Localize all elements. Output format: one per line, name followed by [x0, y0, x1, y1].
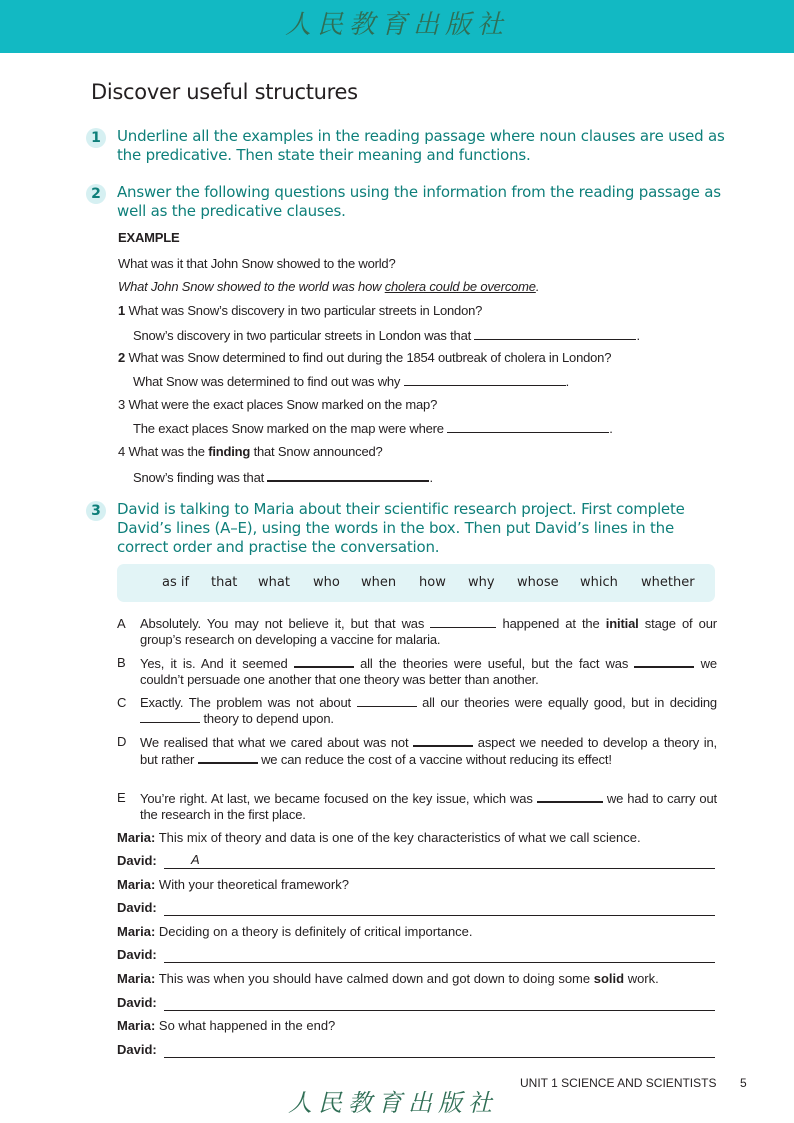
speaker-maria: Maria:	[117, 971, 156, 986]
publisher-logo: 人民教育出版社	[284, 10, 509, 40]
question-text-post: that Snow announced?	[250, 444, 383, 459]
answer-stem-4	[133, 469, 433, 485]
word-option: that	[211, 575, 238, 590]
david-answer-line[interactable]	[164, 852, 715, 869]
stem-end: .	[565, 374, 570, 389]
question-number: 4	[118, 444, 126, 459]
stem-end: .	[429, 470, 433, 485]
maria-text: With your theoretical framework?	[158, 877, 349, 892]
word-option: whose	[517, 575, 559, 590]
speaker-maria: Maria:	[117, 1018, 156, 1033]
david-answer-line[interactable]	[164, 946, 715, 963]
example-answer	[118, 279, 539, 294]
speaker-david: David:	[117, 995, 157, 1010]
task-instruction: David is talking to Maria about their scientific research project. First complete David’s lines (A–E), using the words in the box. Then put David’s lines in the correct order and practise the conversation.	[117, 500, 685, 556]
maria-bold-word: solid	[593, 971, 625, 986]
line-text: We realised that what we cared about was not	[140, 735, 414, 750]
answer-blank[interactable]	[267, 469, 429, 482]
line-text: we had to carry out the research in the first place.	[140, 791, 718, 822]
maria-text: work.	[624, 971, 659, 986]
speaker-david: David:	[117, 947, 157, 962]
line-bold-word: initial	[605, 616, 639, 631]
answer-blank[interactable]	[634, 655, 694, 668]
task-instruction: Underline all the examples in the reading passage where noun clauses are used as the predicative. Then state their meaning and functions.	[117, 127, 725, 164]
unit-title: UNIT 1 SCIENCE AND SCIENTISTS	[520, 1076, 717, 1090]
speaker-maria: Maria:	[117, 830, 156, 845]
david-line-e	[117, 790, 717, 822]
line-letter: D	[117, 734, 127, 749]
question-text-pre: What was the	[128, 444, 209, 459]
word-box	[117, 564, 715, 602]
example-label: EXAMPLE	[118, 230, 180, 245]
david-answer-value: A	[191, 852, 200, 867]
question-number: 1	[118, 303, 126, 318]
maria-text: This mix of theory and data is one of the key characteristics of what we call science.	[158, 830, 641, 845]
david-answer-line[interactable]	[164, 1041, 715, 1058]
speaker-david: David:	[117, 900, 157, 915]
line-text: happened at the	[496, 616, 606, 631]
line-text: theory to depend upon.	[200, 710, 334, 726]
stem-end: .	[636, 328, 640, 343]
word-option: how	[419, 575, 446, 590]
question-2	[118, 350, 611, 365]
answer-blank[interactable]	[413, 734, 473, 747]
speaker-maria: Maria:	[117, 877, 156, 892]
word-option: when	[361, 575, 397, 590]
word-option: who	[313, 575, 340, 590]
question-4	[118, 444, 383, 459]
maria-line-3	[117, 924, 715, 939]
maria-text: So what happened in the end?	[158, 1018, 336, 1033]
example-answer-suffix: .	[535, 279, 540, 294]
line-letter: A	[117, 616, 126, 631]
question-3	[118, 397, 437, 412]
maria-line-5	[117, 1018, 715, 1033]
line-text: all the theories were useful, but the fact was	[353, 656, 635, 671]
word-option: what	[258, 575, 290, 590]
david-line-b	[117, 655, 717, 687]
stem-text: Snow’s finding was that	[133, 470, 265, 485]
example-answer-underlined: cholera could be overcome	[384, 279, 536, 294]
david-answer-line[interactable]	[164, 899, 715, 916]
stem-text: Snow’s discovery in two particular streets in London was that	[133, 328, 472, 343]
question-text: What were the exact places Snow marked on the map?	[128, 397, 438, 412]
maria-line-4	[117, 971, 715, 986]
word-option: why	[468, 575, 495, 590]
line-text: all our theories were equally good, but in deciding	[416, 695, 718, 710]
line-letter: E	[117, 790, 126, 805]
task-number-badge: 2	[86, 184, 106, 204]
word-option: as if	[162, 575, 190, 590]
page-number: 5	[740, 1076, 747, 1090]
david-line-c	[117, 695, 717, 726]
answer-stem-2	[133, 374, 569, 389]
line-text: Exactly. The problem was not about	[140, 695, 357, 710]
stem-text: What Snow was determined to find out was why	[133, 374, 401, 389]
maria-text: This was when you should have calmed down and got down to doing some	[158, 971, 594, 986]
speaker-david: David:	[117, 853, 157, 868]
example-question: What was it that John Snow showed to the world?	[118, 256, 396, 271]
answer-blank[interactable]	[294, 655, 354, 668]
maria-text: Deciding on a theory is definitely of critical importance.	[158, 924, 473, 939]
task-3	[86, 500, 726, 557]
publisher-logo-footer: 人民教育出版社	[288, 1089, 498, 1117]
task-number-badge: 1	[86, 128, 106, 148]
task-instruction: Answer the following questions using the information from the reading passage as well as the predicative clauses.	[117, 183, 721, 220]
question-number: 3	[118, 397, 126, 412]
question-1	[118, 303, 482, 318]
line-letter: B	[117, 655, 126, 670]
david-line-d	[117, 734, 717, 767]
section-title: Discover useful structures	[91, 80, 358, 104]
answer-blank[interactable]	[198, 751, 258, 764]
answer-blank[interactable]	[404, 374, 566, 386]
line-letter: C	[117, 695, 127, 710]
line-text: we can reduce the cost of a vaccine without reducing its effect!	[257, 751, 612, 767]
line-text: we couldn’t persuade one another that one theory was better than another.	[140, 656, 717, 687]
question-text-bold: finding	[208, 444, 251, 459]
answer-stem-3	[133, 421, 613, 436]
header-bar	[0, 0, 794, 53]
example-answer-prefix: What John Snow showed to the world was how	[118, 279, 385, 294]
word-option: whether	[641, 575, 695, 590]
question-text: What was Snow’s discovery in two particular streets in London?	[128, 303, 483, 318]
answer-blank[interactable]	[447, 421, 609, 433]
speaker-maria: Maria:	[117, 924, 156, 939]
answer-stem-1	[133, 328, 640, 343]
line-text: Absolutely. You may not believe it, but that was	[140, 616, 431, 631]
task-number-badge: 3	[86, 501, 106, 521]
answer-blank[interactable]	[140, 711, 200, 723]
task-2	[86, 183, 726, 221]
speaker-david: David:	[117, 1042, 157, 1057]
task-1	[86, 127, 726, 165]
line-text: stage of our group’s research on developing a vaccine for malaria.	[140, 616, 717, 647]
david-line-a	[117, 616, 717, 647]
david-answer-line[interactable]	[164, 994, 715, 1011]
maria-line-1	[117, 830, 715, 845]
answer-blank[interactable]	[474, 328, 636, 340]
word-option: which	[580, 575, 618, 590]
line-text: aspect we needed to develop a theory in, but rather	[140, 735, 717, 767]
stem-end: .	[609, 421, 613, 436]
stem-text: The exact places Snow marked on the map were where	[133, 421, 444, 436]
answer-blank[interactable]	[357, 695, 417, 707]
answer-blank[interactable]	[537, 790, 603, 803]
answer-blank[interactable]	[430, 616, 496, 628]
line-text: Yes, it is. And it seemed	[140, 656, 294, 671]
line-text: You’re right. At last, we became focused on the key issue, which was	[140, 791, 537, 806]
question-number: 2	[118, 350, 126, 365]
maria-line-2	[117, 877, 715, 892]
question-text: What was Snow determined to find out during the 1854 outbreak of cholera in London?	[128, 350, 612, 365]
